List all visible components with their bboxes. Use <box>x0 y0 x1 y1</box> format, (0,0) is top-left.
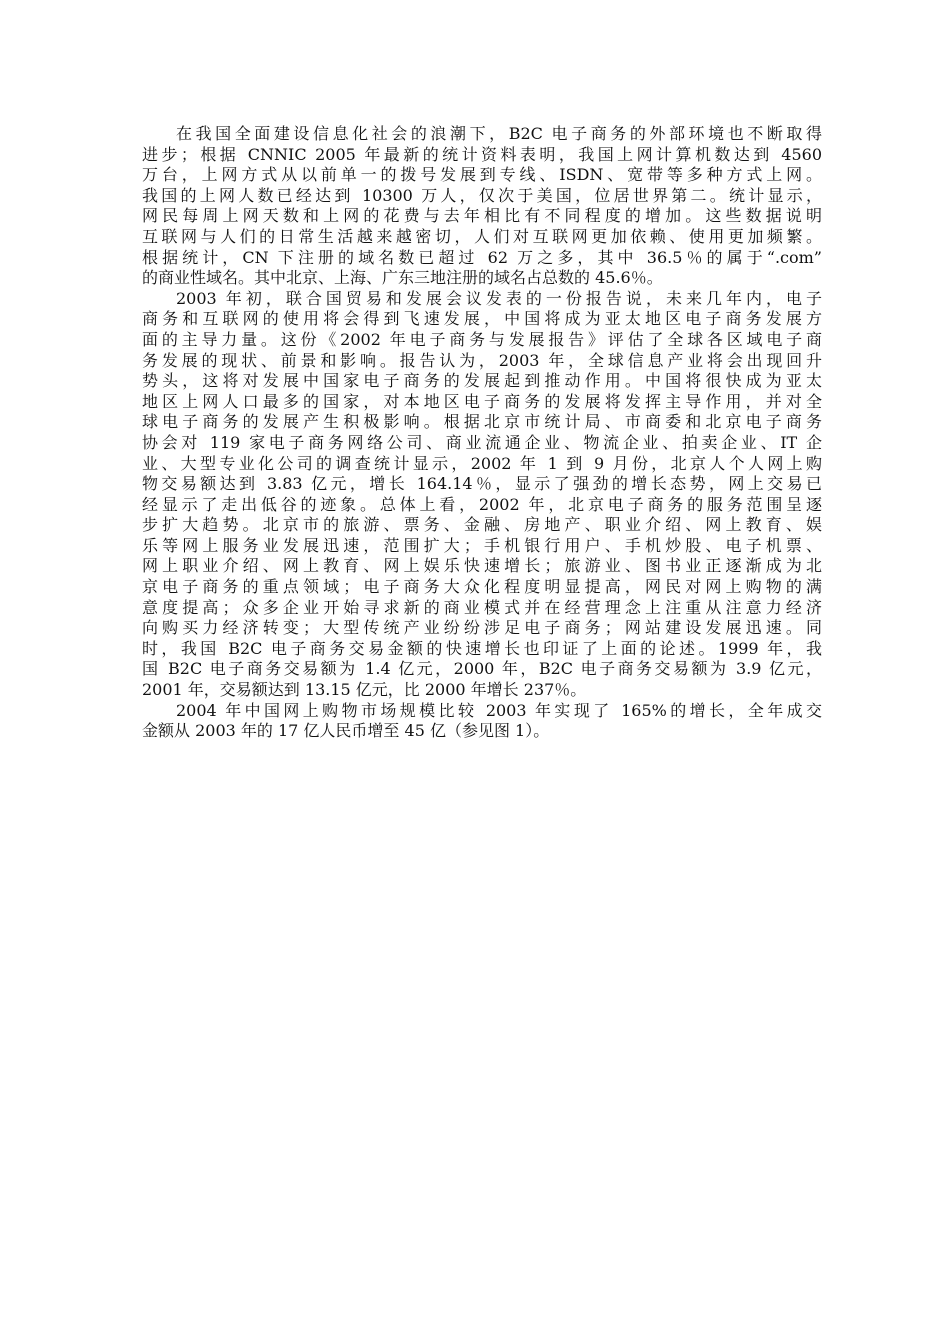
text-line: 务发展的现状、前景和影响。报告认为，2003 年，全球信息产业将会出现回升 <box>142 350 822 370</box>
body-text <box>142 124 822 742</box>
text-line: 面的主导力量。这份《2002 年电子商务与发展报告》评估了全球各区域电子商 <box>142 329 822 349</box>
text-line: 金额从 2003 年的 17 亿人民币增至 45 亿（参见图 1）。 <box>142 721 550 741</box>
text-line: 万台，上网方式从以前单一的拨号发展到专线、ISDN、宽带等多种方式上网。 <box>142 165 822 185</box>
text-line: 势头，这将对发展中国家电子商务的发展起到推动作用。中国将很快成为亚太 <box>142 371 822 391</box>
text-line: 2001 年，交易额达到 13.15 亿元，比 2000 年增长 237％。 <box>142 680 587 700</box>
text-line: 根据统计，CN 下注册的域名数已超过 62 万之多，其中 36.5％的属于“.com” <box>142 247 822 267</box>
text-line: 互联网与人们的日常生活越来越密切，人们对互联网更加依赖、使用更加频繁。 <box>142 226 822 246</box>
text-line: 商务和互联网的使用将会得到飞速发展，中国将成为亚太地区电子商务发展方 <box>142 309 822 329</box>
text-line: 2004 年中国网上购物市场规模比较 2003 年实现了 165%的增长，全年成交 <box>176 700 822 720</box>
text-line: 国 B2C 电子商务交易额为 1.4 亿元，2000 年，B2C 电子商务交易额为 3.9 亿元， <box>142 659 822 679</box>
text-line: 步扩大趋势。北京市的旅游、票务、金融、房地产、职业介绍、网上教育、娱 <box>142 515 822 535</box>
text-line: 球电子商务的发展产生积极影响。根据北京市统计局、市商委和北京电子商务 <box>142 412 822 432</box>
text-line: 时，我国 B2C 电子商务交易金额的快速增长也印证了上面的论述。1999 年，我 <box>142 638 822 658</box>
text-line: 物交易额达到 3.83 亿元，增长 164.14％，显示了强劲的增长态势，网上交易已 <box>142 474 822 494</box>
text-line: 意度提高；众多企业开始寻求新的商业模式并在经营理念上注重从注意力经济 <box>142 597 822 617</box>
text-line: 协会对 119 家电子商务网络公司、商业流通企业、物流企业、拍卖企业、IT 企 <box>142 432 822 452</box>
paragraph-2 <box>142 289 822 701</box>
paragraph-3 <box>142 701 822 742</box>
text-line: 网上职业介绍、网上教育、网上娱乐快速增长；旅游业、图书业正逐渐成为北 <box>142 556 822 576</box>
text-line: 在我国全面建设信息化社会的浪潮下，B2C 电子商务的外部环境也不断取得 <box>176 124 822 143</box>
text-line: 业、大型专业化公司的调查统计显示，2002 年 1 到 9 月份，北京人个人网上购 <box>142 453 822 473</box>
text-line: 2003 年初，联合国贸易和发展会议发表的一份报告说，未来几年内，电子 <box>176 288 822 308</box>
text-line: 向购买力经济转变；大型传统产业纷纷涉足电子商务；网站建设发展迅速。同 <box>142 618 822 638</box>
text-line: 京电子商务的重点领域；电子商务大众化程度明显提高，网民对网上购物的满 <box>142 577 822 597</box>
text-line: 地区上网人口最多的国家，对本地区电子商务的发展将发挥主导作用，并对全 <box>142 391 822 411</box>
text-line: 的商业性域名。其中北京、上海、广东三地注册的域名占总数的 45.6％。 <box>142 268 663 288</box>
text-line: 乐等网上服务业发展迅速，范围扩大；手机银行用户、手机炒股、电子机票、 <box>142 535 822 555</box>
text-line: 经显示了走出低谷的迹象。总体上看，2002 年，北京电子商务的服务范围呈逐 <box>142 494 822 514</box>
paragraph-1 <box>142 124 822 289</box>
text-line: 网民每周上网天数和上网的花费与去年相比有不同程度的增加。这些数据说明 <box>142 206 822 226</box>
text-line: 进步；根据 CNNIC 2005 年最新的统计资料表明，我国上网计算机数达到 4560 <box>142 144 822 164</box>
text-line: 我国的上网人数已经达到 10300 万人，仅次于美国，位居世界第二。统计显示， <box>142 185 822 205</box>
